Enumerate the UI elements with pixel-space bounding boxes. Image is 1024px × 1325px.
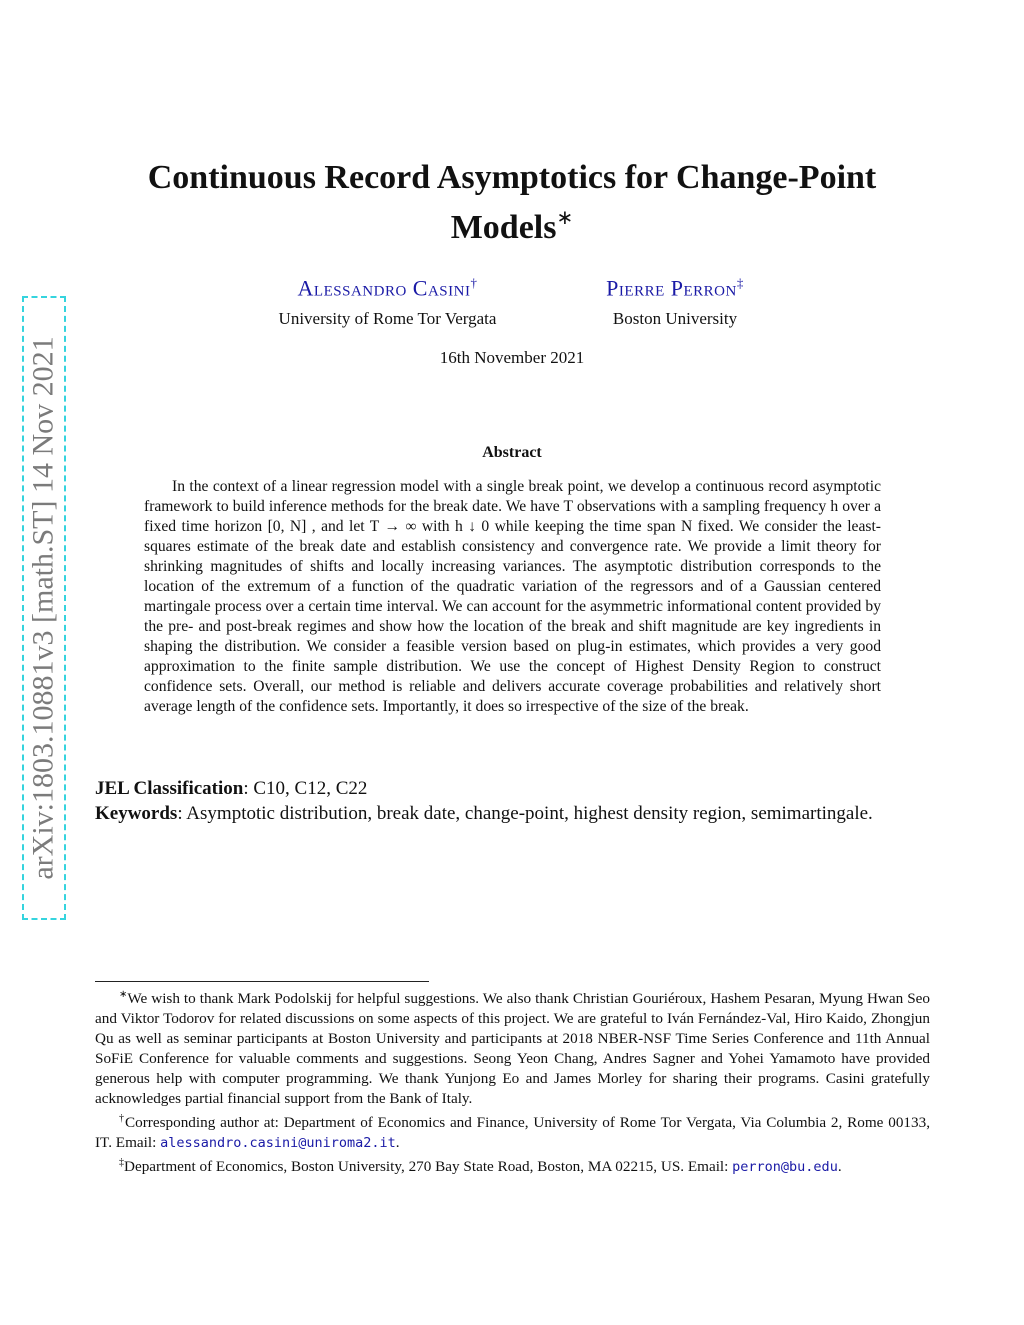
arxiv-stamp [22, 296, 66, 920]
footnote-acknowledgements: ∗We wish to thank Mark Podolskij for helpful suggestions. We also thank Christian Gouriéroux, Hashem Pesaran, Myung Hwan Seo and Viktor Todorov for related discussions on some aspects of this project. We are grateful to Iván Fernández-Val, Hiro Kaido, Zhongjun Qu as well as seminar participants at Boston University and participants at 2018 NBER-NSF Time Series Conference and 11th Annual SoFiE Conference for valuable comments and suggestions. Seong Yeon Chang, Andres Sagner and Yohei Yamamoto have provided generous help with computer programming. We thank Yunjong Eo and James Morley for sharing their programs. Casini gratefully acknowledges partial financial support from the Bank of Italy. [95, 989, 930, 1108]
footnote-casini: †Corresponding author at: Department of Economics and Finance, University of Rome Tor Vergata, Via Columbia 2, Rome 00133, IT. Email: alessandro.casini@uniroma2.it. [95, 1113, 930, 1152]
keywords-value: : Asymptotic distribution, break date, change-point, highest density region, semimartingale. [177, 803, 873, 824]
author-1-name[interactable]: Alessandro Casini† [297, 275, 478, 301]
title-text: Continuous Record Asymptotics for Change-Point Models [147, 159, 877, 246]
arxiv-identifier: arXiv:1803.10881v3 [math.ST] 14 Nov 2021 [27, 336, 60, 880]
footnote-perron: ‡Department of Economics, Boston University, 270 Bay State Road, Boston, MA 02215, US. Email: perron@bu.edu. [119, 1157, 842, 1176]
perron-email-link[interactable]: perron@bu.edu [732, 1159, 838, 1176]
keywords-label: Keywords [95, 803, 178, 824]
title-footnote-mark[interactable]: ∗ [556, 207, 574, 229]
abstract-text: In the context of a linear regression model with a single break point, we develop a continuous record asymptotic framework to build inference methods for the break date. We have T observations with a sampling frequency h over a fixed time horizon [0, N] , and let T → ∞ with h ↓ 0 while keeping the time span N fixed. We consider the least-squares estimate of the break date and establish consistency and convergence rate. We provide a limit theory for shrinking magnitudes of shifts and locally increasing variances. The asymptotic distribution corresponds to the location of the extremum of a function of the quadratic variation of the regressors and of a Gaussian centered martingale process over a certain time interval. We can account for the asymmetric informational content provided by the pre- and post-break regimes and show how the location of the break and shift magnitude are key ingredients in shaping the distribution. We consider a feasible version based on plug-in estimates, which provides a very good approximation to the finite sample distribution. We use the concept of Highest Density Region to construct confidence sets. Overall, our method is reliable and delivers accurate coverage probabilities and relatively short average length of the confidence sets. Importantly, it does so irrespective of the size of the break. [144, 478, 881, 715]
jel-value: : C10, C12, C22 [243, 778, 368, 799]
abstract-heading: Abstract [482, 444, 542, 461]
keywords [95, 802, 930, 826]
author-2-mark[interactable]: ‡ [736, 275, 744, 290]
casini-email-link[interactable]: alessandro.casini@uniroma2.it [160, 1135, 396, 1152]
footnote-rule [95, 981, 429, 982]
author-1-affiliation: University of Rome Tor Vergata [278, 309, 497, 329]
paper-title [110, 157, 914, 248]
author-1-mark[interactable]: † [470, 275, 478, 290]
author-2 [560, 270, 790, 329]
jel-classification [95, 777, 930, 801]
footnotes [95, 985, 930, 1177]
author-2-name[interactable]: Pierre Perron‡ [606, 275, 744, 301]
paper-date: 16th November 2021 [439, 348, 585, 367]
jel-label: JEL Classification [95, 778, 244, 799]
author-1 [250, 270, 525, 329]
author-2-affiliation: Boston University [612, 309, 738, 329]
